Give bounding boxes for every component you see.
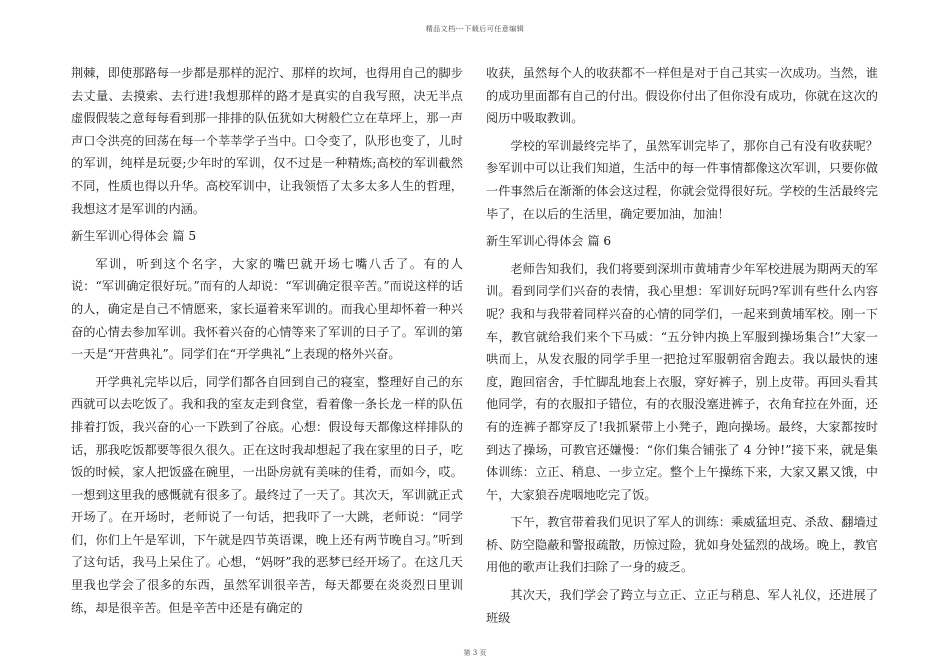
page-header: 精品文档---下载后可任意编辑 [425, 25, 525, 33]
paragraph: 下午，教官带着我们见识了军人的训练：乘威猛坦克、杀敌、翻墙过桥、防空隐蔽和警报疏散，历惊过险，犹如身处猛烈的战场。晚上，教官用他的歌声让我们扫除了一身的疲乏。 [486, 515, 878, 575]
section-heading-5: 新生军训心得体会 篇 5 [71, 229, 197, 244]
left-column [71, 62, 463, 624]
paragraph-continuation: 收获，虽然每个人的收获都不一样但是对于自己其实一次成功。当然，谁的成功里面都有自己的付出。假设你付出了但你没有成功，你就在这次的阅历中吸取教训。 [486, 66, 878, 126]
paragraph: 其次天，我们学会了跨立与立正、立正与稍息、军人礼仪，还进展了班级 [486, 588, 878, 625]
paragraph-continuation: 荆棘，即使那路每一步都是那样的泥泞、那样的坎坷，也得用自己的脚步去丈量、去摸索、去行进!我想那样的路才是真实的自我写照，决无半点虚假假装之意每每看到那一排排的队伍犹如大树般伫立在草坪上，那一声声口令洪亮的回荡在每一个莘莘学子当中。口令变了，队形也变了，儿时的军训，纯样是玩耍;少年时的军训，仅不过是一种精炼;高校的军训截然不同，性质也得以升华。高校军训中，让我领悟了太多太多人生的哲理，我想这才是军训的内涵。 [71, 66, 463, 216]
paragraph: 开学典礼完毕以后，同学们都各自回到自己的寝室，整理好自己的东西就可以去吃饭了。我和我的室友走到食堂，看着像一条长龙一样的队伍排着打饭，我兴奋的心一下跌到了谷底。心想：假设每天都像这样排队的话，那我吃饭都要等很久很久。正在这时我却想起了我在家里的日子，吃饭的时候，家人把饭盛在碗里，一出卧房就有美味的佳肴，而如今，哎。一想到这里我的感慨就有很多了。最终过了一天了。其次天，军训就正式开场了。在开场时，老师说了一句话，把我吓了一大跳，老师说：“同学们，你们上午是军训，下午就是四节英语课，晚上还有两节晚自习。”听到了这句话，我马上呆住了。心想，“妈呀”我的恶梦已经开场了。在这几天里我也学会了很多的东西，虽然军训很辛苦，每天都要在炎炎烈日里训练，却是很辛苦。但是辛苦中还是有确定的 [71, 374, 463, 615]
section-heading-6: 新生军训心得体会 篇 6 [486, 234, 612, 249]
paragraph: 老师告知我们，我们将要到深圳市黄埔青少年军校进展为期两天的军训。看到同学们兴奋的表情，我心里想：军训好玩吗?军训有些什么内容呢？我和与我带着同样兴奋的心情的同学们，一起来到黄埔军校。刚一下车，教官就给我们来个下马威：“五分钟内换上军服到操场集合!”大家一哄而上，从发衣服的同学手里一把抢过军服朝宿舍跑去。我以最快的速度，跑回宿舍，手忙脚乱地套上衣服，穿好裤子，别上皮带。再回头看其他同学，有的衣服扣子错位，有的衣服没塞进裤子，衣角耷拉在外面，还有的连裤子都穿反了!我抓紧带上小凳子，跑向操场。最终，大家都按时到达了操场，可教官还嫌慢：“你们集合铺张了 4 分钟!”接下来，就是集体训练：立正、稍息、一步立定。整个上午操练下来，大家又累又饿，中午，大家狼吞虎咽地吃完了饭。 [486, 261, 878, 502]
right-column [486, 62, 878, 634]
paragraph: 学校的军训最终完毕了，虽然军训完毕了，那你自己有没有收获呢？参军训中可以让我们知道，生活中的每一件事情都像这次军训，只要你做一件事然后在渐渐的体会这过程，你就会觉得很好玩。学校的生活最终完毕了，在以后的生活里，确定要加油，加油！ [486, 138, 878, 221]
page-number: 第 3 页 [463, 649, 487, 657]
paragraph: 军训，听到这个名字，大家的嘴巴就开场七嘴八舌了。有的人说：“军训确定很好玩。”而有的人却说：“军训确定很辛苦。”而说这样的话的人，确定是自己不情愿来，家长逼着来军训的。而我心里却怀着一种兴奋的心情去参加军训。我怀着兴奋的心情等来了军训的日子了。军训的第一天是“开营典礼”。同学们在“开学典礼”上表现的格外兴奋。 [71, 256, 463, 362]
